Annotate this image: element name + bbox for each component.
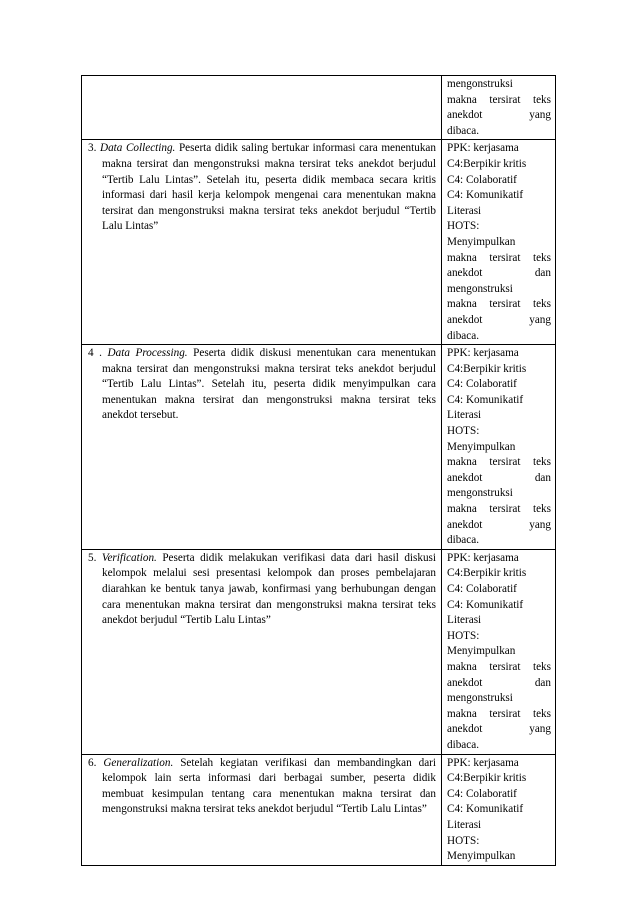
competency-line: C4: Komunikatif (447, 803, 524, 816)
competency-line: C4: Colaboratif (447, 378, 517, 391)
competency-list (442, 755, 555, 865)
step-number: 3. (88, 142, 97, 155)
competency-line: makna tersirat teks (447, 251, 551, 264)
competency-line: C4: Colaboratif (447, 173, 517, 186)
table-body (82, 76, 556, 866)
learning-steps-table (81, 75, 556, 866)
step-text: Setelah kegiatan verifikasi dan membandingkan dari kelompok lain serta informasi dari berbagai sumber, peserta didik membuat kesimpulan tentang cara menentukan makna tersirat dan mengonstruksi makna tersirat teks anekdot berjudul “Tertib Lalu Lintas” (102, 756, 437, 816)
competency-line: PPK: kerjasama (447, 551, 519, 564)
activity-cell (82, 549, 442, 754)
step-number: 4 . (88, 347, 102, 360)
competency-line: makna tersirat teks (447, 298, 551, 311)
competency-list (442, 76, 555, 139)
step-title: Data Processing. (107, 347, 188, 360)
step-title: Data Collecting. (99, 142, 176, 155)
competency-line: anekdot dan (447, 676, 551, 689)
competency-line: C4: Colaboratif (447, 787, 517, 800)
step-paragraph (82, 550, 441, 629)
competency-line: makna tersirat teks (447, 707, 551, 720)
competency-line: C4: Komunikatif (447, 189, 524, 202)
competency-line: anekdot yang (447, 313, 551, 326)
step-number: 6. (88, 756, 97, 769)
step-paragraph (82, 140, 441, 235)
competency-line: Literasi (447, 409, 482, 422)
table-row (82, 76, 556, 140)
competency-line: anekdot dan (447, 471, 551, 484)
competency-list (442, 550, 555, 754)
competency-line: dibaca. (447, 738, 479, 751)
competency-line: Menyimpulkan (447, 440, 516, 453)
activity-cell (82, 140, 442, 345)
competency-line: HOTS: (447, 425, 480, 438)
competency-line: mengonstruksi (447, 692, 513, 705)
step-title: Verification. (101, 551, 157, 564)
competency-cell (442, 345, 556, 550)
activity-cell (82, 345, 442, 550)
competency-line: HOTS: (447, 220, 480, 233)
competency-line: Literasi (447, 818, 482, 831)
competency-line: C4:Berpikir kritis (447, 362, 527, 375)
competency-line: Menyimpulkan (447, 645, 516, 658)
step-text: Peserta didik melakukan verifikasi data dari hasil diskusi kelompok melalui sesi presentasi kelompok dan proses pembelajaran diarahkan ke bentuk tanya jawab, konfirmasi yang berhubungan dengan cara menentukan makna tersirat dan mengonstruksi makna tersirat teks anekdot berjudul “Tertib Lalu Lintas” (102, 551, 437, 627)
step-paragraph (82, 755, 441, 818)
table-row (82, 754, 556, 865)
competency-line: PPK: kerjasama (447, 142, 519, 155)
competency-line: C4:Berpikir kritis (447, 567, 527, 580)
competency-line: C4: Komunikatif (447, 393, 524, 406)
competency-line: makna tersirat teks (447, 93, 551, 106)
competency-line: anekdot yang (447, 109, 551, 122)
competency-line: dibaca. (447, 124, 479, 137)
step-paragraph (82, 345, 441, 424)
competency-line: Menyimpulkan (447, 235, 516, 248)
competency-line: HOTS: (447, 629, 480, 642)
competency-line: makna tersirat teks (447, 660, 551, 673)
competency-line: dibaca. (447, 329, 479, 342)
competency-cell (442, 76, 556, 140)
step-number: 5. (88, 551, 97, 564)
competency-line: mengonstruksi (447, 282, 513, 295)
competency-list (442, 345, 555, 549)
competency-line: anekdot yang (447, 518, 551, 531)
competency-line: HOTS: (447, 834, 480, 847)
competency-list (442, 140, 555, 344)
competency-line: C4:Berpikir kritis (447, 157, 527, 170)
competency-line: anekdot yang (447, 723, 551, 736)
competency-line: makna tersirat teks (447, 503, 551, 516)
competency-line: makna tersirat teks (447, 456, 551, 469)
competency-line: Literasi (447, 614, 482, 627)
step-text: Peserta didik saling bertukar informasi cara menentukan makna tersirat dan mengonstruksi makna tersirat teks anekdot berjudul “Tertib Lalu Lintas”. Setelah itu, peserta didik membaca secara kritis informasi dari hasil kerja kelompok mengenai cara menentukan makna tersirat dan mengonstruksi makna tersirat teks anekdot berjudul “Tertib Lalu Lintas” (102, 142, 436, 233)
competency-line: PPK: kerjasama (447, 347, 519, 360)
competency-line: anekdot dan (447, 267, 551, 280)
competency-line: Literasi (447, 204, 482, 217)
competency-line: C4: Komunikatif (447, 598, 524, 611)
activity-cell (82, 754, 442, 865)
step-title: Generalization. (103, 756, 174, 769)
table-row (82, 345, 556, 550)
step-text: Peserta didik diskusi menentukan cara menentukan makna tersirat dan mengonstruksi makna tersirat teks anekdot berjudul “Tertib Lalu Lintas”. Setelah itu, peserta didik menyimpulkan cara menentukan makna tersirat dan mengonstruksi makna tersirat teks anekdot tersebut. (102, 347, 437, 422)
table-row (82, 549, 556, 754)
table-row (82, 140, 556, 345)
competency-cell (442, 140, 556, 345)
competency-line: C4: Colaboratif (447, 583, 517, 595)
competency-line: C4:Berpikir kritis (447, 772, 527, 785)
competency-cell (442, 754, 556, 865)
competency-line: mengonstruksi (447, 78, 513, 90)
activity-cell (82, 76, 442, 140)
competency-cell (442, 549, 556, 754)
competency-line: dibaca. (447, 534, 479, 547)
competency-line: mengonstruksi (447, 487, 513, 500)
competency-line: PPK: kerjasama (447, 756, 519, 769)
competency-line: Menyimpulkan (447, 850, 516, 863)
